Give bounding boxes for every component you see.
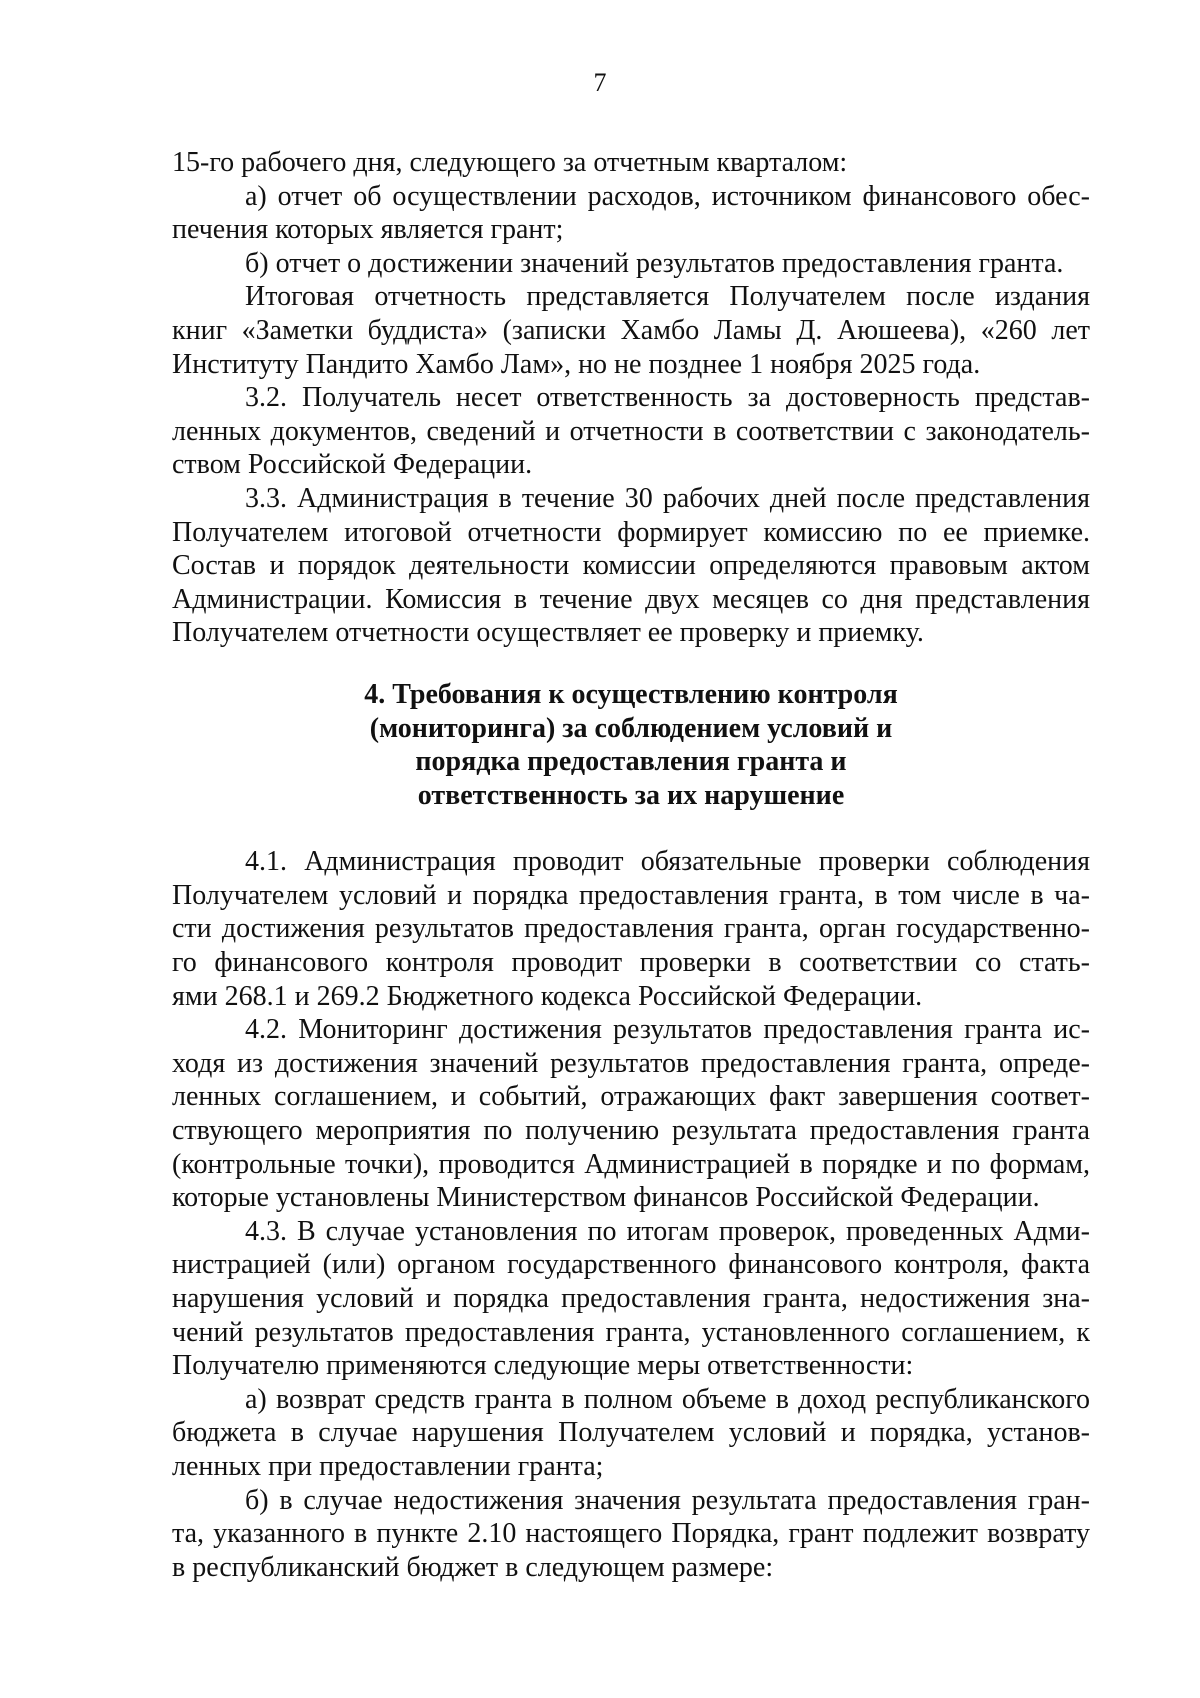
text-line: та, указанного в пункте 2.10 настоящего Порядка, грант подлежит возврату <box>172 1518 1090 1550</box>
item-a-reports-paragraph <box>172 180 1090 247</box>
text-line: Администрации. Комиссия в течение двух месяцев со дня представления <box>172 583 1090 615</box>
text-line: Итоговая отчетность представляется Получателем после издания <box>245 281 1090 313</box>
text-line: ствующего мероприятия по получению результата предоставления гранта <box>172 1115 1090 1147</box>
text-line: 4.1. Администрация проводит обязательные проверки соблюдения <box>245 846 1090 878</box>
text-line: Институту Пандито Хамбо Лам», но не позднее 1 ноября 2025 года. <box>172 348 981 380</box>
paragraph-4-3 <box>172 1215 1090 1383</box>
paragraph-4-2 <box>172 1013 1090 1215</box>
item-b-refund-paragraph <box>172 1484 1090 1585</box>
section-4-heading <box>172 678 1090 812</box>
text-line: чений результатов предоставления гранта, установленного соглашением, к <box>172 1316 1090 1348</box>
paragraph-4-1 <box>172 845 1090 1013</box>
text-line: нарушения условий и порядка предоставления гранта, недостижения зна- <box>172 1283 1090 1314</box>
document-body <box>172 146 1090 1584</box>
text-line: которые установлены Министерством финансов Российской Федерации. <box>172 1182 1040 1214</box>
final-reporting-paragraph <box>172 280 1090 381</box>
text-line: б) в случае недостижения значения результата предоставления гран- <box>245 1484 1090 1516</box>
text-line: ленных соглашением, и событий, отражающих факт завершения соответ- <box>172 1081 1090 1113</box>
text-line: Получателю применяются следующие меры ответственности: <box>172 1350 914 1382</box>
heading-line: порядка предоставления гранта и <box>415 746 847 778</box>
heading-line: (мониторинга) за соблюдением условий и <box>369 712 893 744</box>
text-line: Состав и порядок деятельности комиссии определяются правовым актом <box>172 550 1090 582</box>
heading-line: ответственность за их нарушение <box>417 779 845 811</box>
text-line: ленных при предоставлении гранта; <box>172 1450 604 1482</box>
text-line: ходя из достижения значений результатов предоставления гранта, опреде- <box>172 1047 1090 1079</box>
text-line: а) отчет об осуществлении расходов, источником финансового обес- <box>245 180 1090 212</box>
text-line: 3.3. Администрация в течение 30 рабочих дней после представления <box>245 482 1090 514</box>
text-line: 15-го рабочего дня, следующего за отчетным кварталом: <box>172 147 848 178</box>
item-b-reports-paragraph <box>172 247 1090 281</box>
text-line: сти достижения результатов предоставления гранта, орган государственно- <box>172 913 1090 945</box>
text-line: бюджета в случае нарушения Получателем условий и порядка, установ- <box>172 1417 1090 1449</box>
text-line: го финансового контроля проводит проверки в соответствии со стать- <box>172 947 1090 979</box>
page-number: 7 <box>593 68 607 97</box>
text-line: в республиканский бюджет в следующем размере: <box>172 1551 774 1583</box>
item-a-refund-paragraph <box>172 1383 1090 1484</box>
text-line: а) возврат средств гранта в полном объеме в доход республиканского <box>245 1383 1090 1415</box>
paragraph-3-2 <box>172 381 1090 482</box>
text-line: Получателем условий и порядка предоставления гранта, в том числе в ча- <box>172 879 1090 911</box>
text-line: нистрацией (или) органом государственного финансового контроля, факта <box>172 1249 1090 1281</box>
text-line: б) отчет о достижении значений результатов предоставления гранта. <box>245 247 1064 279</box>
text-line: 4.3. В случае установления по итогам проверок, проведенных Адми- <box>245 1215 1090 1247</box>
intro-paragraph <box>172 146 1090 180</box>
text-line: книг «Заметки буддиста» (записки Хамбо Ламы Д. Аюшеева), «260 лет <box>172 314 1090 346</box>
heading-line: 4. Требования к осуществлению контроля <box>364 678 898 710</box>
text-line: 3.2. Получатель несет ответственность за достоверность представ- <box>245 382 1090 414</box>
paragraph-3-3 <box>172 482 1090 650</box>
text-line: 4.2. Мониторинг достижения результатов предоставления гранта ис- <box>245 1014 1090 1046</box>
text-line: ями 268.1 и 269.2 Бюджетного кодекса Российской Федерации. <box>172 980 923 1012</box>
text-line: (контрольные точки), проводится Администрацией в порядке и по формам, <box>172 1148 1090 1180</box>
text-line: Получателем отчетности осуществляет ее проверку и приемку. <box>172 617 924 649</box>
text-line: ленных документов, сведений и отчетности в соответствии с законодатель- <box>172 415 1090 447</box>
text-line: Получателем итоговой отчетности формирует комиссию по ее приемке. <box>172 516 1090 548</box>
text-line: печения которых является грант; <box>172 214 564 246</box>
text-line: ством Российской Федерации. <box>172 449 533 481</box>
